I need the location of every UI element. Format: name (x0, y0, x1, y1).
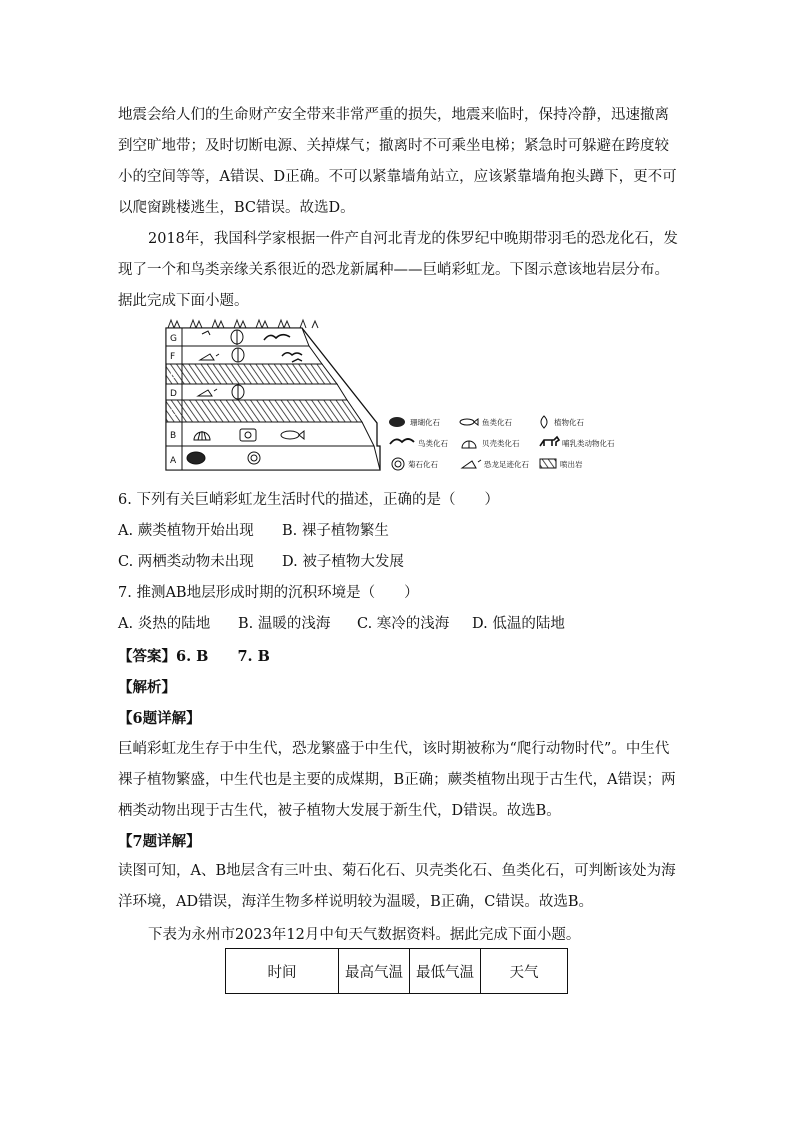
plant-legend-icon (541, 416, 547, 428)
q7-explanation: 读图可知，A、B地层含有三叶虫、菊石化石、贝壳类化石、鱼类化石，可判断该处为海洋环境，AD错误，海洋生物多样说明较为温暖，B正确，C错误。故选B。 (118, 863, 676, 910)
svg-text:恐龙足迹化石: 恐龙足迹化石 (484, 460, 529, 469)
bird-legend-icon (390, 439, 414, 444)
q6-stem: 6. 下列有关巨峭彩虹龙生活时代的描述，正确的是（ ） (118, 492, 499, 508)
legend (389, 416, 615, 470)
svg-text:植物化石: 植物化石 (554, 418, 584, 427)
passage-paragraph: 2018年，我国科学家根据一件产自河北青龙的侏罗纪中晚期带羽毛的恐龙化石，发现了一个和鸟类亲缘关系很近的恐龙新属种——巨峭彩虹龙。下图示意该地岩层分布。据此完成下面小题。 (118, 231, 678, 309)
fish-legend-icon (460, 419, 478, 425)
intro-paragraph: 地震会给人们的生命财产安全带来非常严重的损失，地震来临时，保持冷静，迅速撤离到空旷地带；及时切断电源、关掉煤气；撤离时不可乘坐电梯；紧急时可躲避在跨度较小的空间等等，A错误、D正确。不可以紧靠墙角站立，应该紧靠墙角抱头蹲下，更不可以爬窗跳楼逃生，BC错误。故选D。 (118, 107, 677, 216)
rock-strata-figure (162, 318, 642, 474)
layer-label-c: C (170, 408, 177, 418)
svg-text:菊石化石: 菊石化石 (408, 460, 438, 469)
q6-explanation: 巨峭彩虹龙生存于中生代，恐龙繁盛于中生代，该时期被称为“爬行动物时代”。中生代裸子植物繁盛，中生代也是主要的成煤期，B正确；蕨类植物出现于古生代，A错误；两栖类动物出现于古生代，被子植物大发展于新生代，D错误。故选B。 (118, 741, 676, 819)
q6-option-a: A. 蕨类植物开始出现 (118, 523, 254, 539)
weather-table (225, 948, 568, 994)
q7-option-b: B. 温暖的浅海 (238, 616, 331, 632)
footprint-legend-icon (462, 460, 481, 468)
layer-label-f: F (170, 352, 176, 362)
svg-text:哺乳类动物化石: 哺乳类动物化石 (562, 439, 615, 448)
answer-line: 【答案】6. B 7. B (118, 648, 270, 665)
q7-stem: 7. 推测AB地层形成时期的沉积环境是（ ） (118, 585, 419, 601)
layer-label-a: A (170, 456, 177, 466)
svg-text:鸟类化石: 鸟类化石 (418, 439, 448, 448)
coral-legend-icon (389, 417, 405, 427)
ammonite-legend-icon (392, 458, 404, 470)
layer-label-b: B (170, 431, 177, 441)
mammal-legend-icon (540, 437, 559, 446)
q7-option-a: A. 炎热的陆地 (118, 616, 211, 632)
svg-text:珊瑚化石: 珊瑚化石 (410, 418, 440, 427)
svg-text:喷出岩: 喷出岩 (560, 460, 583, 469)
table-header-row (226, 949, 568, 994)
shell-legend-icon (462, 441, 476, 448)
q6-option-d: D. 被子植物大发展 (282, 554, 404, 570)
q7-option-d: D. 低温的陆地 (472, 616, 565, 632)
header-time: 时间 (226, 949, 339, 994)
svg-text:贝壳类化石: 贝壳类化石 (482, 439, 520, 448)
svg-text:鱼类化石: 鱼类化石 (482, 418, 512, 427)
q6-option-b: B. 裸子植物繁生 (282, 523, 389, 539)
header-weather: 天气 (481, 949, 568, 994)
q7-option-c: C. 寒冷的浅海 (357, 616, 450, 632)
q6-option-c: C. 两栖类动物未出现 (118, 554, 254, 570)
layer-label-d: D (170, 389, 177, 399)
table-intro: 下表为永州市2023年12月中旬天气数据资料。据此完成下面小题。 (148, 927, 581, 943)
layer-label-e: E (170, 371, 176, 381)
header-max-temp: 最高气温 (339, 949, 410, 994)
q6-explanation-heading: 【6题详解】 (118, 710, 201, 727)
layer-label-g: G (170, 334, 177, 344)
q7-explanation-heading: 【7题详解】 (118, 833, 201, 850)
coral-fossil-icon (187, 452, 205, 464)
volcanic-legend-icon (540, 459, 556, 468)
analysis-heading: 【解析】 (118, 679, 176, 696)
header-min-temp: 最低气温 (410, 949, 481, 994)
grass-surface (168, 320, 318, 328)
